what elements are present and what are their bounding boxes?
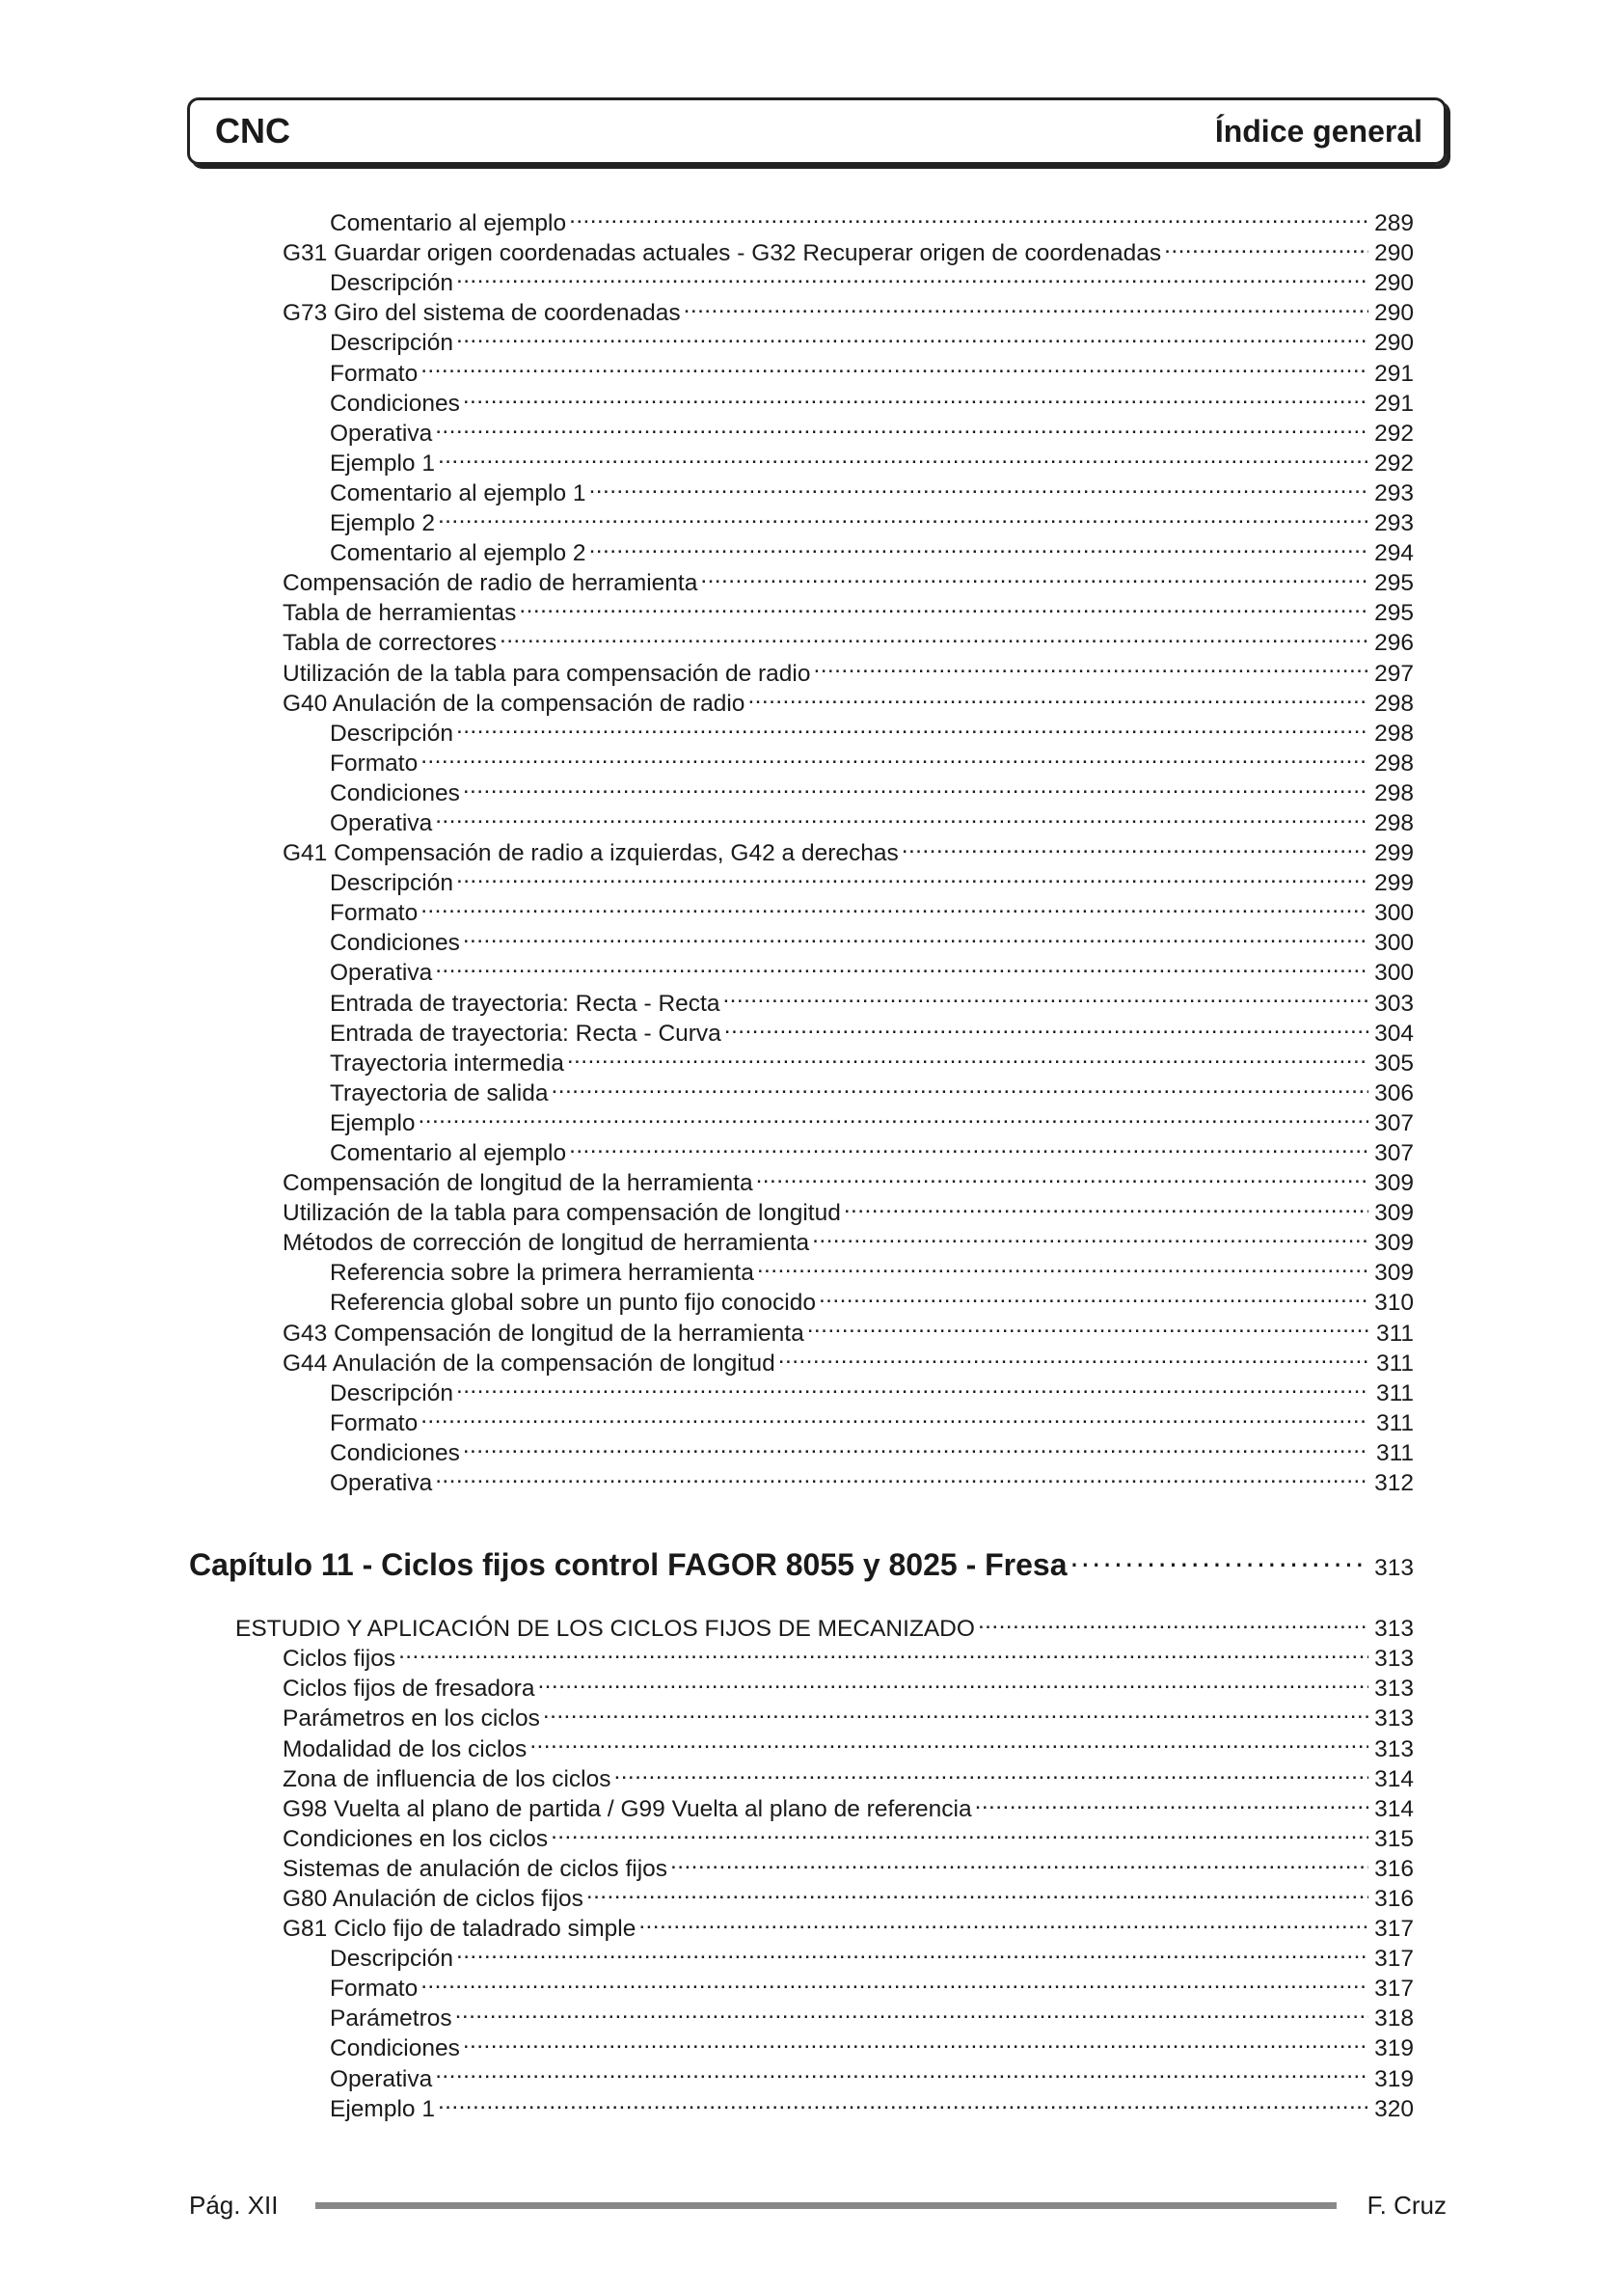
dot-leader — [420, 741, 1368, 771]
toc-entry-title: Tabla de herramientas — [283, 600, 517, 627]
footer-author: F. Cruz — [1367, 2190, 1447, 2220]
dot-leader — [420, 1966, 1368, 1996]
dot-leader — [812, 1220, 1368, 1250]
toc-entry-page: 300 — [1374, 960, 1414, 987]
toc-entry-page: 300 — [1374, 900, 1414, 927]
dot-leader — [456, 260, 1368, 290]
dot-leader — [438, 441, 1368, 471]
toc-entry-page: 304 — [1374, 1020, 1414, 1047]
toc-entry-page: 303 — [1374, 990, 1414, 1017]
toc-entry-title: Comentario al ejemplo 1 — [330, 479, 586, 506]
dot-leader — [435, 801, 1368, 831]
toc-entry-page: 320 — [1374, 2095, 1414, 2122]
dot-leader — [814, 650, 1369, 680]
toc-section-bottom — [189, 1606, 1414, 2122]
toc-entry-page: 290 — [1374, 270, 1414, 297]
dot-leader — [456, 1371, 1368, 1401]
toc-entry-title: Descripción — [330, 270, 453, 297]
toc-entry-title: Formato — [330, 1409, 419, 1436]
toc-entry-page: 292 — [1374, 420, 1414, 447]
toc-entry-title: Ciclos fijos — [283, 1646, 396, 1673]
dot-leader — [778, 1341, 1368, 1371]
footer-page-number: Pág. XII — [189, 2190, 279, 2220]
dot-leader — [722, 980, 1368, 1010]
toc-entry-page: 316 — [1374, 1885, 1414, 1912]
toc-entry-title: Sistemas de anulación de ciclos fijos — [283, 1855, 668, 1882]
toc-entry-title: G73 Giro del sistema de coordenadas — [283, 300, 681, 327]
toc-entry-title: Utilización de la tabla para compensación de radio — [283, 660, 811, 687]
toc-entry-page: 295 — [1374, 600, 1414, 627]
page-footer — [189, 2188, 1447, 2223]
toc-entry-page: 310 — [1374, 1290, 1414, 1317]
toc-entry-title: Descripción — [330, 720, 453, 747]
toc-entry-title: Comentario al ejemplo 2 — [330, 540, 586, 567]
dot-leader — [613, 1757, 1368, 1786]
toc-entry-page: 313 — [1374, 1676, 1414, 1703]
toc-entry-title: Parámetros — [330, 2005, 452, 2032]
dot-leader — [463, 771, 1368, 801]
toc-entry-title: Condiciones — [330, 1439, 460, 1466]
toc-entry-page: 314 — [1374, 1795, 1414, 1822]
toc-entry-title: G98 Vuelta al plano de partida / G99 Vuelta al plano de referencia — [283, 1795, 972, 1822]
dot-leader — [419, 1101, 1368, 1131]
dot-leader — [456, 860, 1368, 890]
toc-entry-title: G41 Compensación de radio a izquierdas, G42 a derechas — [283, 840, 899, 867]
toc-entry-title: ESTUDIO Y APLICACIÓN DE LOS CICLOS FIJOS DE MECANIZADO — [235, 1616, 975, 1643]
toc-entry-page: 314 — [1374, 1765, 1414, 1792]
dot-leader — [586, 1876, 1368, 1906]
toc-entry-page: 295 — [1374, 570, 1414, 597]
toc-entry-page: 297 — [1374, 660, 1414, 687]
toc-entry-title: Operativa — [330, 2065, 433, 2092]
dot-leader — [456, 1936, 1368, 1966]
toc-entry-page: 311 — [1375, 1350, 1414, 1377]
toc-entry-page: 290 — [1374, 240, 1414, 267]
toc-entry-title: Parámetros en los ciclos — [283, 1705, 540, 1732]
toc-entry-page: 319 — [1374, 2035, 1414, 2062]
toc-entry-title: Comentario al ejemplo — [330, 1140, 567, 1166]
toc-entry-page: 316 — [1374, 1855, 1414, 1882]
toc-entry-title: Descripción — [330, 1379, 453, 1406]
toc-entry-page: 313 — [1374, 1616, 1414, 1643]
dot-leader — [670, 1846, 1368, 1876]
toc-entry-title: Formato — [330, 360, 419, 387]
toc-entry-page: 293 — [1374, 510, 1414, 537]
dot-leader — [455, 1996, 1368, 2026]
toc-entry-page: 298 — [1374, 690, 1414, 717]
toc-entry-page: 312 — [1374, 1470, 1414, 1497]
dot-leader — [529, 1726, 1368, 1756]
toc-entry-page: 307 — [1374, 1109, 1414, 1136]
toc-entry-title: Entrada de trayectoria: Recta - Recta — [330, 990, 720, 1017]
dot-leader — [551, 1816, 1368, 1846]
header-left-title: CNC — [215, 111, 290, 150]
dot-leader — [700, 560, 1368, 590]
toc-entry-title: Utilización de la tabla para compensación de longitud — [283, 1200, 841, 1227]
toc-entry-page: 309 — [1374, 1260, 1414, 1287]
toc-entry-page: 318 — [1374, 2005, 1414, 2032]
toc-entry-page: 311 — [1375, 1439, 1414, 1466]
toc-entry-title: Ejemplo 1 — [330, 450, 435, 477]
page-header — [187, 97, 1447, 165]
toc-entry-page: 307 — [1374, 1140, 1414, 1166]
dot-leader — [463, 381, 1368, 411]
toc-entry-title: Formato — [330, 750, 419, 777]
toc-entry-title: G31 Guardar origen coordenadas actuales - G32 Recuperar origen de coordenadas — [283, 240, 1162, 267]
toc-entry-title: Entrada de trayectoria: Recta - Curva — [330, 1020, 721, 1047]
dot-leader — [638, 1906, 1368, 1936]
dot-leader — [724, 1011, 1368, 1041]
toc-entry-title: G40 Anulación de la compensación de radio — [283, 690, 745, 717]
dot-leader — [438, 2086, 1368, 2116]
dot-leader — [463, 2026, 1368, 2056]
dot-leader — [569, 201, 1368, 231]
dot-leader — [552, 1071, 1368, 1101]
toc-entry-title: Trayectoria intermedia — [330, 1050, 564, 1077]
toc-entry-page: 309 — [1374, 1230, 1414, 1257]
toc-entry-page: 291 — [1374, 390, 1414, 417]
toc-entry-page: 311 — [1375, 1409, 1414, 1436]
dot-leader — [975, 1786, 1368, 1816]
toc-entry-title: G81 Ciclo fijo de taladrado simple — [283, 1916, 636, 1943]
toc-entry-title: G43 Compensación de longitud de la herramienta — [283, 1320, 804, 1347]
toc-entry-title: G80 Anulación de ciclos fijos — [283, 1885, 583, 1912]
toc-entry-title: Ejemplo 2 — [330, 510, 435, 537]
toc-entry-title: Trayectoria de salida — [330, 1079, 549, 1106]
dot-leader — [420, 1401, 1368, 1431]
dot-leader — [756, 1160, 1368, 1190]
toc-entry-title: Condiciones — [330, 390, 460, 417]
dot-leader — [456, 711, 1368, 741]
dot-leader — [807, 1310, 1368, 1340]
toc-entry-title: Modalidad de los ciclos — [283, 1735, 528, 1762]
toc-entry-page: 313 — [1374, 1705, 1414, 1732]
toc-entry-title: Operativa — [330, 1470, 433, 1497]
toc-entry-title: Ejemplo 1 — [330, 2095, 435, 2122]
dot-leader — [543, 1696, 1368, 1726]
toc-entry-title: Zona de influencia de los ciclos — [283, 1765, 611, 1792]
toc-entry-title: Formato — [330, 900, 419, 927]
dot-leader — [569, 1131, 1368, 1160]
dot-leader — [398, 1636, 1368, 1666]
toc-entry-page: 290 — [1374, 300, 1414, 327]
toc-entry-title: Descripción — [330, 330, 453, 357]
toc-entry-title: Métodos de corrección de longitud de herramienta — [283, 1230, 810, 1257]
header-right-title: Índice general — [1214, 113, 1422, 149]
dot-leader — [819, 1280, 1368, 1310]
dot-leader — [589, 471, 1368, 501]
toc-entry-title: Formato — [330, 1976, 419, 2003]
chapter-title: Capítulo 11 - Ciclos fijos control FAGOR 8055 y 8025 - Fresa — [189, 1547, 1068, 1583]
table-of-contents — [189, 201, 1414, 2122]
toc-entry[interactable] — [189, 1606, 1414, 1643]
toc-entry-page: 317 — [1374, 1976, 1414, 2003]
toc-entry-page: 290 — [1374, 330, 1414, 357]
dot-leader — [684, 290, 1368, 320]
dot-leader — [747, 681, 1368, 711]
toc-entry-page: 298 — [1374, 779, 1414, 806]
toc-entry-page: 315 — [1374, 1825, 1414, 1852]
dot-leader — [589, 531, 1368, 560]
toc-entry-title: Operativa — [330, 960, 433, 987]
toc-entry-title: Condiciones — [330, 930, 460, 957]
dot-leader — [435, 1460, 1368, 1490]
footer-rule — [315, 2202, 1337, 2209]
toc-entry-page: 319 — [1374, 2065, 1414, 2092]
dot-leader — [519, 590, 1368, 620]
toc-entry-page: 300 — [1374, 930, 1414, 957]
toc-entry-title: Ejemplo — [330, 1109, 416, 1136]
toc-entry-title: Operativa — [330, 809, 433, 836]
toc-entry-page: 298 — [1374, 750, 1414, 777]
toc-entry-title: G44 Anulación de la compensación de longitud — [283, 1350, 775, 1377]
dot-leader — [567, 1041, 1368, 1071]
dot-leader — [1070, 1537, 1368, 1575]
dot-leader — [435, 2056, 1368, 2086]
toc-entry-title: Referencia sobre la primera herramienta — [330, 1260, 754, 1287]
dot-leader — [420, 890, 1368, 920]
chapter-page: 313 — [1374, 1555, 1414, 1582]
dot-leader — [463, 1431, 1368, 1460]
toc-entry-title: Ciclos fijos de fresadora — [283, 1676, 535, 1703]
toc-entry-page: 292 — [1374, 450, 1414, 477]
toc-entry-title: Descripción — [330, 1946, 453, 1973]
dot-leader — [757, 1250, 1368, 1280]
dot-leader — [435, 411, 1368, 441]
toc-entry-page: 298 — [1374, 720, 1414, 747]
toc-entry-title: Tabla de correctores — [283, 630, 497, 657]
toc-entry-page: 317 — [1374, 1946, 1414, 1973]
toc-entry-title: Referencia global sobre un punto fijo conocido — [330, 1290, 816, 1317]
dot-leader — [537, 1666, 1368, 1696]
dot-leader — [844, 1190, 1368, 1220]
toc-entry-page: 313 — [1374, 1646, 1414, 1673]
toc-entry-title: Compensación de longitud de la herramienta — [283, 1170, 753, 1197]
toc-entry-page: 299 — [1374, 840, 1414, 867]
toc-entry-title: Compensación de radio de herramienta — [283, 570, 698, 597]
dot-leader — [456, 320, 1368, 350]
toc-entry-page: 298 — [1374, 809, 1414, 836]
toc-entry-page: 293 — [1374, 479, 1414, 506]
toc-entry-page: 305 — [1374, 1050, 1414, 1077]
toc-entry-page: 299 — [1374, 870, 1414, 897]
dot-leader — [435, 950, 1368, 980]
toc-entry-title: Descripción — [330, 870, 453, 897]
toc-entry-page: 296 — [1374, 630, 1414, 657]
toc-entry-title: Condiciones — [330, 2035, 460, 2062]
toc-entry-page: 309 — [1374, 1200, 1414, 1227]
toc-entry-page: 294 — [1374, 540, 1414, 567]
chapter-entry[interactable] — [189, 1537, 1414, 1583]
dot-leader — [902, 831, 1368, 860]
toc-entry-page: 309 — [1374, 1170, 1414, 1197]
toc-entry[interactable] — [189, 201, 1414, 237]
toc-entry-title: Condiciones — [330, 779, 460, 806]
toc-entry-page: 311 — [1375, 1379, 1414, 1406]
toc-entry-title: Condiciones en los ciclos — [283, 1825, 549, 1852]
dot-leader — [978, 1606, 1368, 1636]
toc-entry-page: 311 — [1375, 1320, 1414, 1347]
toc-entry-page: 289 — [1374, 210, 1414, 237]
dot-leader — [463, 920, 1368, 950]
dot-leader — [438, 501, 1368, 531]
dot-leader — [500, 620, 1368, 650]
dot-leader — [420, 350, 1368, 380]
toc-entry-page: 313 — [1374, 1735, 1414, 1762]
toc-entry-title: Operativa — [330, 420, 433, 447]
dot-leader — [1164, 231, 1368, 260]
toc-entry-page: 317 — [1374, 1916, 1414, 1943]
toc-section-top — [189, 201, 1414, 1497]
toc-entry-title: Comentario al ejemplo — [330, 210, 567, 237]
toc-entry-page: 306 — [1374, 1079, 1414, 1106]
toc-entry-page: 291 — [1374, 360, 1414, 387]
